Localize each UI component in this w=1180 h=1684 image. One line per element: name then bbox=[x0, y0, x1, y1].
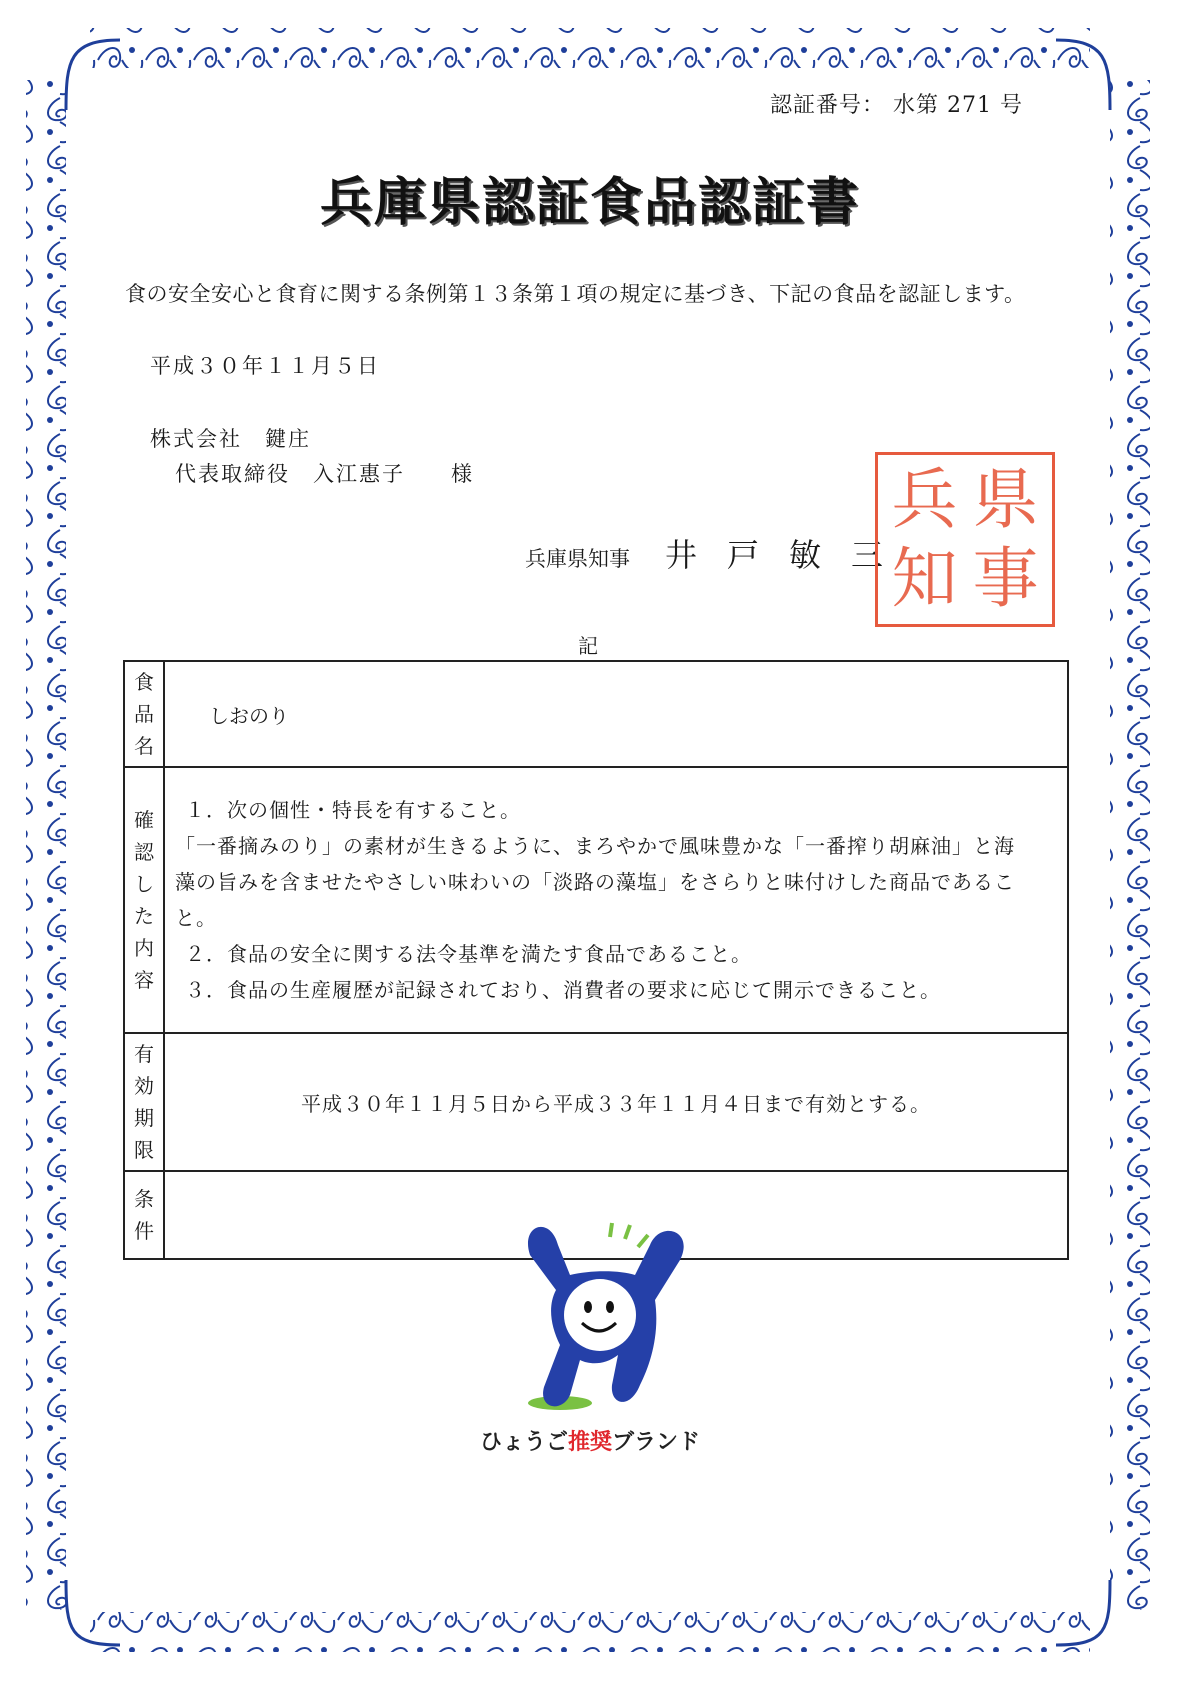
mascot-logo bbox=[500, 1215, 710, 1415]
recipient-representative: 代表取締役 入江惠子 様 bbox=[175, 462, 474, 486]
issuer-title: 兵庫県知事 bbox=[525, 547, 630, 571]
brand-suffix: ブランド bbox=[612, 1430, 701, 1455]
table-row bbox=[124, 1033, 1068, 1171]
issuer-name: 井戸敏三 bbox=[665, 536, 914, 574]
seal-char: 兵 bbox=[891, 461, 958, 539]
content-label: 確 認 し た 内 容 bbox=[124, 767, 164, 1033]
validity-period: 平成３０年１１月５日から平成３３年１１月４日まで有効とする。 bbox=[301, 1091, 931, 1116]
seal-char: 知 bbox=[891, 539, 958, 617]
intro-text: 食の安全安心と食育に関する条例第１３条第１項の規定に基づき、下記の食品を認証します。 bbox=[125, 282, 1026, 306]
seal-char: 事 bbox=[972, 539, 1039, 617]
seal-char: 県 bbox=[972, 461, 1039, 539]
table-row bbox=[124, 767, 1068, 1033]
content-line: 藻の旨みを含ませたやさしい味わいの「淡路の藻塩」をさらりと味付けした商品であるこ bbox=[175, 870, 1015, 894]
content-line: １．次の個性・特長を有すること。 bbox=[185, 798, 521, 822]
certification-table bbox=[123, 660, 1069, 1260]
content-line: と。 bbox=[175, 906, 217, 930]
table-row bbox=[124, 661, 1068, 767]
issue-date: 平成３０年１１月５日 bbox=[150, 354, 380, 378]
validity-label: 有 効 期 限 bbox=[124, 1033, 164, 1171]
content-line: ２．食品の安全に関する法令基準を満たす食品であること。 bbox=[185, 942, 752, 966]
official-seal bbox=[875, 452, 1055, 627]
brand-label bbox=[480, 1425, 700, 1456]
recipient-company: 株式会社 鍵庄 bbox=[150, 427, 311, 451]
content-cell bbox=[164, 767, 1068, 1033]
food-name: しおのり bbox=[209, 703, 289, 728]
condition-label: 条 件 bbox=[124, 1171, 164, 1259]
content-line: ３．食品の生産履歴が記録されており、消費者の要求に応じて開示できること。 bbox=[185, 978, 941, 1002]
ki-label: 記 bbox=[578, 634, 598, 658]
document-title: 兵庫県認証食品認証書 bbox=[319, 173, 860, 233]
brand-highlight: 推奨 bbox=[568, 1430, 613, 1455]
food-name-label: 食 品 名 bbox=[124, 661, 164, 767]
brand-prefix: ひょうご bbox=[480, 1430, 569, 1455]
content-line: 「一番摘みのり」の素材が生きるように、まろやかで風味豊かな「一番搾り胡麻油」と海 bbox=[175, 834, 1015, 858]
certificate-number: 認証番号： 水第 271 号 bbox=[770, 93, 1023, 118]
